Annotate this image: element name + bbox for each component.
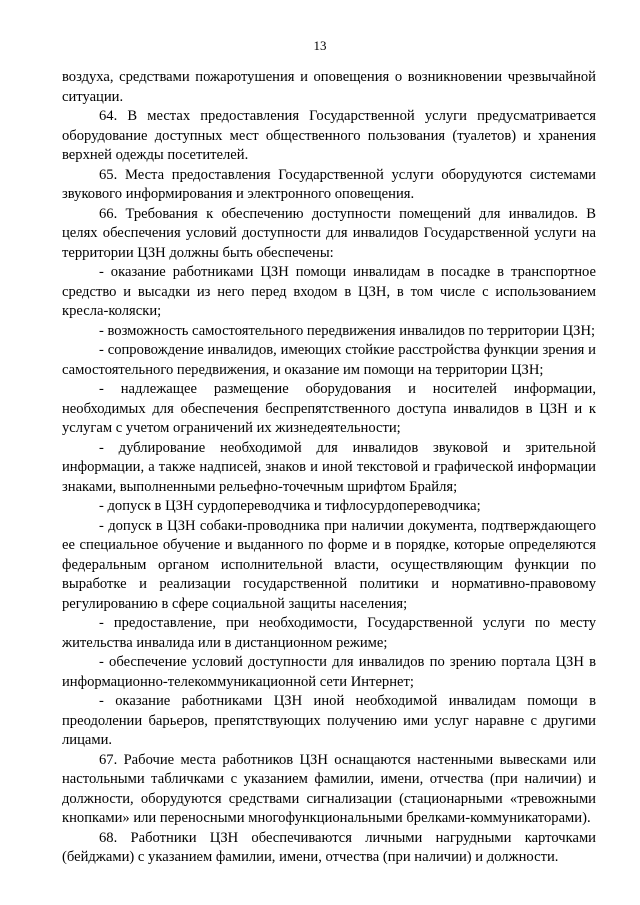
paragraph-68: 68. Работники ЦЗН обеспечиваются личными нагрудными карточками (бейджами) с указанием фамилии, имени, отчества (при наличии) и должности.	[62, 829, 596, 865]
paragraph-65: 65. Места предоставления Государственной услуги оборудуются системами звукового информирования и электронного оповещения.	[62, 166, 596, 202]
paragraph-64: 64. В местах предоставления Государственной услуги предусматривается оборудование доступных мест общественного пользования (туалетов) и хранения верхней одежды посетителей.	[62, 108, 596, 163]
list-item-escort: - сопровождение инвалидов, имеющих стойкие расстройства функции зрения и самостоятельного передвижения, и оказание им помощи на территории ЦЗН;	[62, 342, 596, 378]
paragraph-continuation: воздуха, средствами пожаротушения и оповещения о возникновении чрезвычайной ситуации.	[62, 69, 596, 105]
list-item-independent-movement: - возможность самостоятельного передвижения инвалидов по территории ЦЗН;	[99, 322, 596, 339]
list-item-duplication-braille: - дублирование необходимой для инвалидов звуковой и зрительной информации, а также надписей, знаков и иной текстовой и графической информации знаками, выполненными рельефно-точечным шрифтом Брайля;	[62, 439, 596, 495]
list-item-assistance-boarding: - оказание работниками ЦЗН помощи инвалидам в посадке в транспортное средство и высадки из него перед входом в ЦЗН, в том числе с использованием кресла-коляски;	[62, 264, 596, 319]
list-item-other-assistance: - оказание работниками ЦЗН иной необходимой инвалидам помощи в преодолении барьеров, препятствующих получению ими услуг наравне с другими лицами.	[62, 693, 596, 748]
list-item-portal-accessibility: - обеспечение условий доступности для инвалидов по зрению портала ЦЗН в информационно-телекоммуникационной сети Интернет;	[62, 654, 596, 690]
paragraph-66: 66. Требования к обеспечению доступности помещений для инвалидов. В целях обеспечения условий доступности для инвалидов Государственной услуги на территории ЦЗН должны быть обеспечены:	[62, 205, 596, 261]
list-item-guide-dog: - допуск в ЦЗН собаки-проводника при наличии документа, подтверждающего ее специальное обучение и выданного по форме и в порядке, которые определяются федеральным органом исполнительной власти, осуществляющим функции по выработке и реализации государственной политики и нормативно-правовому регулированию в сфере социальной защиты населения;	[62, 517, 596, 612]
list-item-sign-interpreter: - допуск в ЦЗН сурдопереводчика и тифлосурдопереводчика;	[99, 498, 481, 514]
list-item-equipment-placement: - надлежащее размещение оборудования и носителей информации, необходимых для обеспечения беспрепятственного доступа инвалидов в ЦЗН и к услугам с учетом ограничений их жизнедеятельности;	[62, 381, 596, 436]
paragraph-67: 67. Рабочие места работников ЦЗН оснащаются настенными вывесками или настольными табличками с указанием фамилии, имени, отчества (при наличии) и должности, оборудуются средствами сигнализации (стационарными «тревожными кнопками» или переносными многофункциональными брелками-коммуникаторами).	[62, 751, 596, 826]
list-item-home-service: - предоставление, при необходимости, Государственной услуги по месту жительства инвалида или в дистанционном режиме;	[62, 615, 596, 651]
document-body	[62, 68, 596, 868]
page-number: 13	[313, 38, 327, 53]
